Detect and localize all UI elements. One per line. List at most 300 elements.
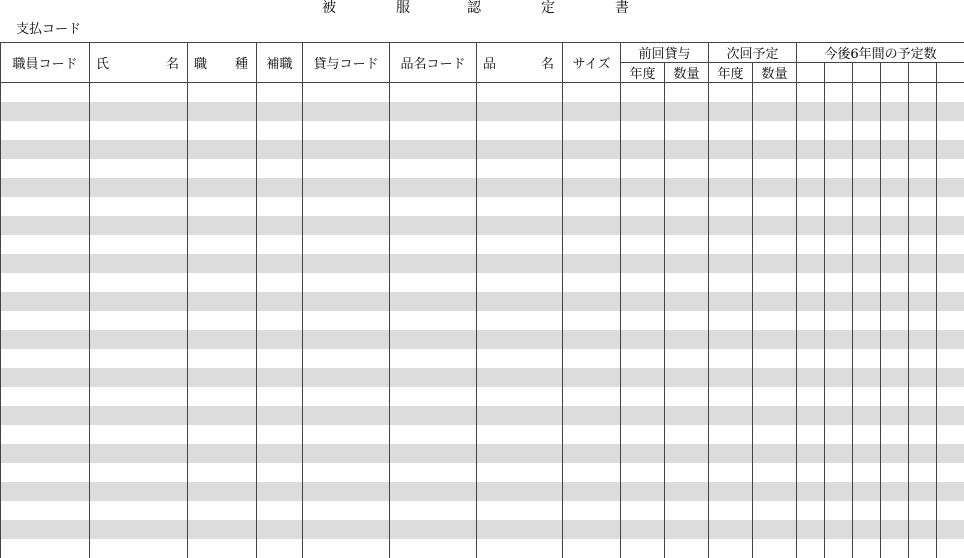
- table-cell: [1, 121, 90, 140]
- header-prev-loan: 前回貸与: [621, 43, 709, 63]
- table-cell: [665, 121, 709, 140]
- table-cell: [881, 463, 909, 482]
- table-cell: [303, 254, 390, 273]
- table-cell: [188, 463, 257, 482]
- table-cell: [257, 425, 303, 444]
- header-plan-year-4: [881, 63, 909, 83]
- header-job-type: [188, 43, 257, 83]
- table-cell: [390, 330, 477, 349]
- table-cell: [665, 482, 709, 501]
- table-cell: [563, 178, 621, 197]
- table-cell: [621, 330, 665, 349]
- table-cell: [390, 368, 477, 387]
- table-cell: [90, 520, 188, 539]
- table-cell: [825, 197, 853, 216]
- table-cell: [909, 501, 937, 520]
- table-cell: [853, 102, 881, 121]
- table-cell: [825, 273, 853, 292]
- table-cell: [390, 539, 477, 558]
- table-cell: [621, 406, 665, 425]
- table-cell: [390, 349, 477, 368]
- table-cell: [825, 121, 853, 140]
- table-cell: [797, 311, 825, 330]
- table-cell: [257, 444, 303, 463]
- table-cell: [188, 254, 257, 273]
- table-row: [1, 501, 964, 520]
- table-cell: [477, 311, 563, 330]
- table-cell: [563, 349, 621, 368]
- header-plan-year-5: [909, 63, 937, 83]
- table-cell: [937, 425, 964, 444]
- table-cell: [188, 292, 257, 311]
- table-cell: [753, 140, 797, 159]
- table-cell: [1, 197, 90, 216]
- table-cell: [753, 349, 797, 368]
- table-cell: [477, 349, 563, 368]
- table-cell: [753, 235, 797, 254]
- table-cell: [881, 482, 909, 501]
- table-row: [1, 216, 964, 235]
- table-cell: [303, 425, 390, 444]
- header-prev-qty: 数量: [665, 63, 709, 83]
- table-cell: [937, 197, 964, 216]
- table-cell: [665, 311, 709, 330]
- table-cell: [797, 83, 825, 103]
- table-cell: [390, 121, 477, 140]
- table-row: [1, 140, 964, 159]
- header-size: サイズ: [563, 43, 621, 83]
- table-cell: [797, 178, 825, 197]
- table-cell: [937, 463, 964, 482]
- table-cell: [797, 292, 825, 311]
- table-cell: [937, 368, 964, 387]
- table-cell: [188, 235, 257, 254]
- table-cell: [621, 102, 665, 121]
- table-row: [1, 482, 964, 501]
- table-row: [1, 368, 964, 387]
- title-char-2: 服: [396, 0, 410, 16]
- table-cell: [709, 330, 753, 349]
- header-next-qty: 数量: [753, 63, 797, 83]
- table-cell: [753, 83, 797, 103]
- table-cell: [563, 102, 621, 121]
- table-cell: [90, 444, 188, 463]
- table-cell: [390, 216, 477, 235]
- table-cell: [303, 311, 390, 330]
- table-row: [1, 273, 964, 292]
- table-cell: [90, 311, 188, 330]
- table-cell: [881, 254, 909, 273]
- table-cell: [909, 425, 937, 444]
- table-cell: [621, 539, 665, 558]
- table-cell: [477, 444, 563, 463]
- table-cell: [563, 330, 621, 349]
- table-cell: [477, 178, 563, 197]
- table-cell: [188, 140, 257, 159]
- header-next-plan: 次回予定: [709, 43, 797, 63]
- header-item-b: 名: [541, 53, 554, 72]
- table-cell: [709, 140, 753, 159]
- table-cell: [825, 292, 853, 311]
- table-cell: [303, 178, 390, 197]
- table-cell: [665, 178, 709, 197]
- table-cell: [257, 539, 303, 558]
- table-cell: [881, 425, 909, 444]
- table-cell: [90, 178, 188, 197]
- table-cell: [909, 311, 937, 330]
- table-cell: [563, 121, 621, 140]
- table-cell: [753, 178, 797, 197]
- table-cell: [881, 273, 909, 292]
- table-cell: [90, 102, 188, 121]
- table-cell: [303, 292, 390, 311]
- header-item-name: [477, 43, 563, 83]
- table-cell: [937, 311, 964, 330]
- table-cell: [477, 368, 563, 387]
- table-cell: [753, 292, 797, 311]
- table-cell: [797, 520, 825, 539]
- table-cell: [257, 216, 303, 235]
- table-cell: [909, 159, 937, 178]
- header-job-b: 種: [235, 53, 248, 72]
- table-cell: [563, 159, 621, 178]
- table-cell: [825, 406, 853, 425]
- table-cell: [909, 140, 937, 159]
- table-cell: [390, 235, 477, 254]
- title-char-3: 認: [467, 0, 481, 16]
- table-cell: [477, 254, 563, 273]
- table-cell: [621, 273, 665, 292]
- table-cell: [909, 254, 937, 273]
- table-cell: [1, 311, 90, 330]
- table-cell: [188, 349, 257, 368]
- table-cell: [90, 463, 188, 482]
- table-cell: [1, 235, 90, 254]
- table-cell: [825, 330, 853, 349]
- table-cell: [797, 197, 825, 216]
- table-cell: [709, 216, 753, 235]
- table-cell: [853, 387, 881, 406]
- table-cell: [563, 254, 621, 273]
- table-cell: [303, 539, 390, 558]
- table-cell: [937, 254, 964, 273]
- table-cell: [563, 216, 621, 235]
- table-cell: [303, 349, 390, 368]
- table-cell: [1, 482, 90, 501]
- table-cell: [709, 368, 753, 387]
- table-cell: [188, 121, 257, 140]
- table-cell: [797, 216, 825, 235]
- table-cell: [937, 216, 964, 235]
- table-cell: [825, 539, 853, 558]
- table-row: [1, 349, 964, 368]
- table-cell: [90, 235, 188, 254]
- table-cell: [303, 216, 390, 235]
- table-cell: [188, 178, 257, 197]
- table-cell: [825, 520, 853, 539]
- table-cell: [90, 330, 188, 349]
- table-cell: [621, 501, 665, 520]
- table-cell: [90, 121, 188, 140]
- table-cell: [257, 235, 303, 254]
- table-cell: [563, 140, 621, 159]
- table-cell: [853, 83, 881, 103]
- table-cell: [390, 425, 477, 444]
- table-cell: [621, 387, 665, 406]
- table-cell: [390, 520, 477, 539]
- table-cell: [797, 463, 825, 482]
- table-row: [1, 235, 964, 254]
- table-cell: [257, 121, 303, 140]
- table-cell: [797, 273, 825, 292]
- table-cell: [937, 102, 964, 121]
- table-cell: [621, 463, 665, 482]
- table-row: [1, 178, 964, 197]
- table-row: [1, 425, 964, 444]
- table-cell: [665, 349, 709, 368]
- table-cell: [853, 292, 881, 311]
- table-cell: [390, 463, 477, 482]
- table-cell: [257, 311, 303, 330]
- table-cell: [797, 387, 825, 406]
- table-cell: [825, 102, 853, 121]
- table-cell: [477, 425, 563, 444]
- table-row: [1, 444, 964, 463]
- table-cell: [621, 368, 665, 387]
- table-cell: [1, 444, 90, 463]
- table-row: [1, 520, 964, 539]
- table-cell: [937, 178, 964, 197]
- table-cell: [797, 102, 825, 121]
- table-cell: [909, 539, 937, 558]
- table-cell: [797, 349, 825, 368]
- table-cell: [853, 520, 881, 539]
- table-cell: [825, 349, 853, 368]
- table-cell: [881, 349, 909, 368]
- table-cell: [753, 121, 797, 140]
- table-cell: [188, 539, 257, 558]
- table-cell: [709, 482, 753, 501]
- table-cell: [621, 178, 665, 197]
- table-cell: [909, 102, 937, 121]
- table-cell: [881, 520, 909, 539]
- table-cell: [797, 140, 825, 159]
- table-cell: [753, 482, 797, 501]
- table-cell: [188, 83, 257, 103]
- table-cell: [188, 406, 257, 425]
- table-cell: [188, 387, 257, 406]
- table-cell: [90, 273, 188, 292]
- table-cell: [563, 482, 621, 501]
- table-cell: [665, 501, 709, 520]
- table-cell: [303, 273, 390, 292]
- table-cell: [621, 482, 665, 501]
- table-cell: [797, 121, 825, 140]
- table-cell: [563, 368, 621, 387]
- table-cell: [709, 463, 753, 482]
- table-cell: [709, 254, 753, 273]
- table-cell: [825, 368, 853, 387]
- table-cell: [90, 368, 188, 387]
- table-cell: [665, 539, 709, 558]
- table-cell: [188, 520, 257, 539]
- table-cell: [1, 159, 90, 178]
- table-cell: [1, 501, 90, 520]
- table-cell: [257, 140, 303, 159]
- table-cell: [937, 83, 964, 103]
- table-cell: [753, 254, 797, 273]
- table-cell: [621, 311, 665, 330]
- table-cell: [909, 197, 937, 216]
- table-cell: [853, 444, 881, 463]
- table-cell: [909, 520, 937, 539]
- table-cell: [477, 539, 563, 558]
- table-cell: [257, 197, 303, 216]
- table-cell: [853, 330, 881, 349]
- table-cell: [709, 83, 753, 103]
- table-cell: [390, 273, 477, 292]
- certification-table: [0, 42, 964, 558]
- table-cell: [621, 349, 665, 368]
- table-cell: [477, 501, 563, 520]
- table-cell: [797, 501, 825, 520]
- table-cell: [563, 425, 621, 444]
- table-cell: [753, 102, 797, 121]
- table-cell: [563, 387, 621, 406]
- table-cell: [1, 520, 90, 539]
- table-cell: [563, 273, 621, 292]
- table-cell: [881, 387, 909, 406]
- table-cell: [797, 539, 825, 558]
- table-cell: [909, 406, 937, 425]
- table-cell: [621, 197, 665, 216]
- table-cell: [90, 539, 188, 558]
- table-cell: [303, 368, 390, 387]
- table-cell: [303, 121, 390, 140]
- table-cell: [303, 102, 390, 121]
- table-cell: [563, 463, 621, 482]
- table-cell: [621, 121, 665, 140]
- table-cell: [937, 349, 964, 368]
- table-cell: [709, 197, 753, 216]
- table-cell: [853, 368, 881, 387]
- table-cell: [665, 83, 709, 103]
- table-cell: [477, 463, 563, 482]
- table-cell: [753, 444, 797, 463]
- table-cell: [188, 216, 257, 235]
- table-cell: [257, 292, 303, 311]
- table-cell: [825, 83, 853, 103]
- table-cell: [909, 330, 937, 349]
- table-cell: [188, 311, 257, 330]
- table-cell: [90, 501, 188, 520]
- table-cell: [477, 330, 563, 349]
- table-cell: [881, 83, 909, 103]
- table-cell: [477, 159, 563, 178]
- table-cell: [937, 387, 964, 406]
- table-cell: [881, 539, 909, 558]
- header-name: [90, 43, 188, 83]
- table-cell: [709, 387, 753, 406]
- table-cell: [825, 178, 853, 197]
- table-cell: [937, 444, 964, 463]
- table-cell: [937, 482, 964, 501]
- table-cell: [825, 254, 853, 273]
- table-cell: [188, 273, 257, 292]
- table-cell: [909, 444, 937, 463]
- table-cell: [825, 425, 853, 444]
- table-cell: [188, 102, 257, 121]
- table-cell: [1, 178, 90, 197]
- table-cell: [665, 520, 709, 539]
- table-cell: [853, 216, 881, 235]
- table-row: [1, 254, 964, 273]
- table-cell: [665, 387, 709, 406]
- table-cell: [665, 140, 709, 159]
- header-sub-job: 補職: [257, 43, 303, 83]
- table-cell: [881, 292, 909, 311]
- table-cell: [188, 159, 257, 178]
- table-cell: [621, 444, 665, 463]
- header-item-code: 品名コード: [390, 43, 477, 83]
- table-cell: [825, 235, 853, 254]
- table-cell: [797, 159, 825, 178]
- table-cell: [665, 254, 709, 273]
- table-cell: [303, 520, 390, 539]
- table-cell: [909, 292, 937, 311]
- table-cell: [853, 235, 881, 254]
- table-cell: [621, 235, 665, 254]
- table-cell: [477, 140, 563, 159]
- table-row: [1, 539, 964, 558]
- table-cell: [1, 292, 90, 311]
- table-cell: [825, 387, 853, 406]
- table-cell: [753, 539, 797, 558]
- table-cell: [881, 159, 909, 178]
- table-cell: [90, 482, 188, 501]
- table-cell: [188, 197, 257, 216]
- table-cell: [257, 273, 303, 292]
- table-cell: [303, 197, 390, 216]
- table-cell: [390, 102, 477, 121]
- table-cell: [621, 159, 665, 178]
- table-cell: [853, 482, 881, 501]
- table-cell: [477, 83, 563, 103]
- table-cell: [621, 425, 665, 444]
- table-cell: [303, 83, 390, 103]
- header-name-b: 名: [166, 53, 179, 72]
- table-row: [1, 292, 964, 311]
- table-cell: [881, 102, 909, 121]
- table-cell: [881, 368, 909, 387]
- table-cell: [709, 520, 753, 539]
- table-cell: [665, 273, 709, 292]
- table-cell: [1, 387, 90, 406]
- table-cell: [90, 387, 188, 406]
- table-cell: [909, 83, 937, 103]
- table-cell: [797, 482, 825, 501]
- table-cell: [257, 102, 303, 121]
- table-cell: [1, 463, 90, 482]
- table-cell: [909, 368, 937, 387]
- table-cell: [90, 216, 188, 235]
- table-cell: [853, 406, 881, 425]
- header-name-a: 氏: [96, 53, 109, 72]
- table-cell: [853, 539, 881, 558]
- table-cell: [853, 197, 881, 216]
- table-cell: [621, 140, 665, 159]
- table-cell: [709, 444, 753, 463]
